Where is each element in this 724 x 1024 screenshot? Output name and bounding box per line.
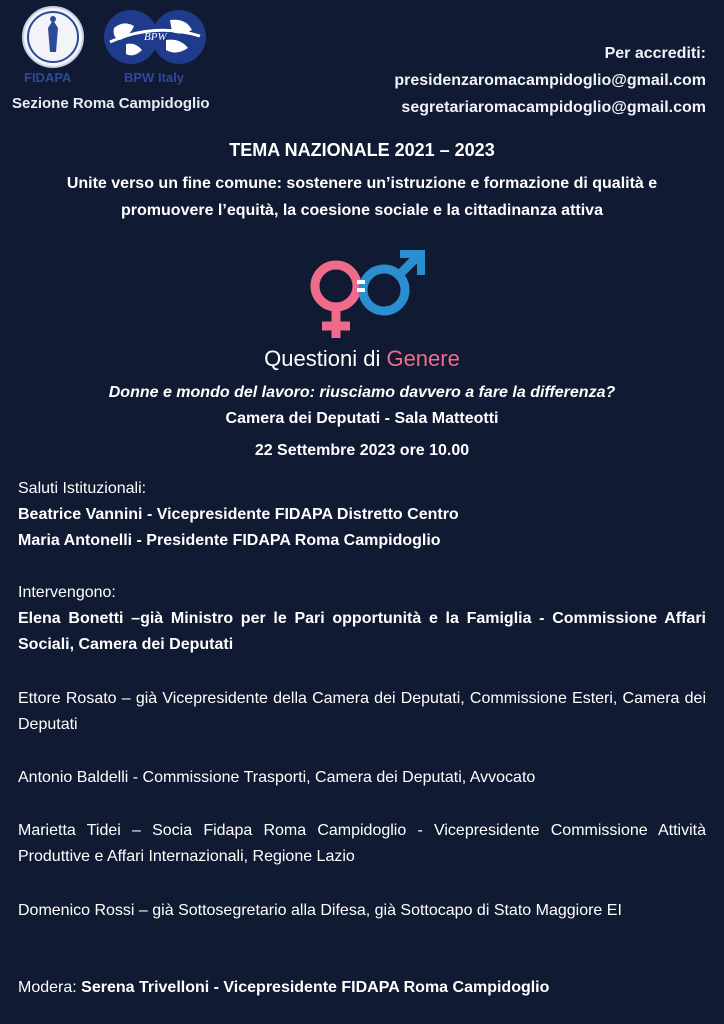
event-subtitle: Donne e mondo del lavoro: riusciamo davvero a fare la differenza? <box>108 384 616 401</box>
greetings-section <box>18 476 706 554</box>
greetings-label: Saluti Istituzionali: <box>18 480 147 497</box>
moderator-line <box>18 975 706 1001</box>
theme-title: TEMA NAZIONALE 2021 – 2023 <box>229 140 495 160</box>
theme-text: Unite verso un fine comune: sostenere un’istruzione e formazione di qualità e promuovere l’equità, la coesione sociale e la cittadinanza attiva <box>66 175 658 219</box>
fidapa-emblem-icon <box>24 8 82 66</box>
speakers-label: Intervengono: <box>18 584 116 601</box>
event-date: 22 Settembre 2023 ore 10.00 <box>254 442 470 459</box>
bpw-logo-text: BPW <box>144 31 167 43</box>
bpw-ribbon <box>104 22 206 52</box>
email-presidenza[interactable]: presidenzaromacampidoglio@gmail.com <box>394 72 706 89</box>
logos-area <box>0 0 240 120</box>
event-place: Camera dei Deputati - Sala Matteotti <box>225 410 499 427</box>
moderator-name: Serena Trivelloni - Vicepresidente FIDAPA Roma Campidoglio <box>81 979 550 996</box>
accrediti-block <box>394 40 706 121</box>
greeting-item: Beatrice Vannini - Vicepresidente FIDAPA Distretto Centro <box>18 506 459 523</box>
bpw-label: BPW Italy <box>124 70 184 85</box>
speakers-section <box>18 580 706 658</box>
speaker-item: Ettore Rosato – già Vicepresidente della Camera dei Deputati, Commissione Esteri, Camera dei Deputati <box>18 690 706 733</box>
fidapa-label: FIDAPA <box>24 70 72 85</box>
accrediti-label: Per accrediti: <box>604 45 706 62</box>
speaker-item: Marietta Tidei – Socia Fidapa Roma Campidoglio - Vicepresidente Commissione Attività Produttive e Affari Internazionali, Regione Lazio <box>18 822 706 865</box>
moderator-label: Modera: <box>18 979 82 996</box>
gender-equality-icon <box>302 250 426 342</box>
event-title <box>0 346 724 372</box>
speaker-item: Domenico Rossi – già Sottosegretario alla Difesa, già Sottocapo di Stato Maggiore EI <box>18 902 622 919</box>
speaker-item: Antonio Baldelli - Commissione Trasporti, Camera dei Deputati, Avvocato <box>18 769 536 786</box>
email-segretaria[interactable]: segretariaromacampidoglio@gmail.com <box>401 99 706 116</box>
fidapa-logo <box>22 6 84 68</box>
greeting-item: Maria Antonelli - Presidente FIDAPA Roma Campidoglio <box>18 532 441 549</box>
event-title-part2: Genere <box>386 346 460 371</box>
speaker-item: Elena Bonetti –già Ministro per le Pari opportunità e la Famiglia - Commissione Affari Sociali, Camera dei Deputati <box>18 610 706 653</box>
section-label: Sezione Roma Campidoglio <box>12 95 210 112</box>
event-title-part1: Questioni di <box>264 346 387 371</box>
